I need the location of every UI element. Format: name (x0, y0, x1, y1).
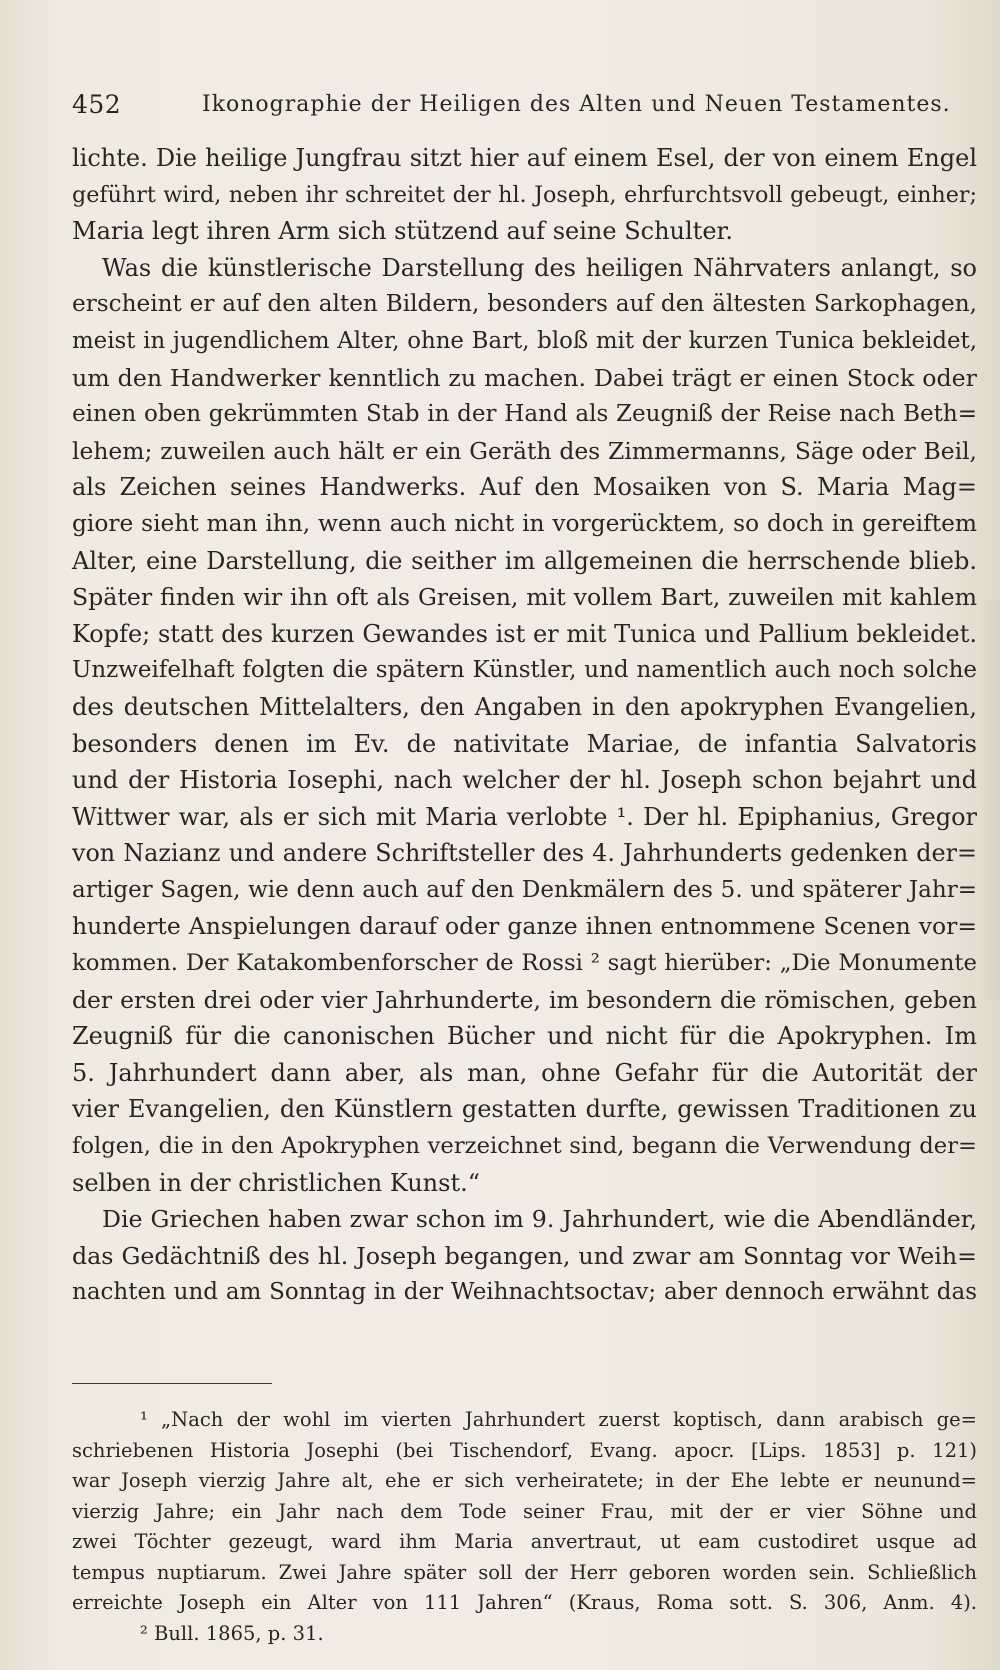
footnote-line: ¹ „Nach der wohl im vierten Jahrhundert zuerst koptisch, dann arabisch ge= (140, 1408, 977, 1431)
body-line: des deutschen Mittelalters, den Angaben in den apokryphen Evangelien, (72, 692, 977, 721)
body-line: hunderte Anspielungen darauf oder ganze ihnen entnommene Scenen vor= (72, 912, 977, 941)
body-line: um den Handwerker kenntlich zu machen. Dabei trägt er einen Stock oder (72, 363, 977, 392)
body-line: Kopfe; statt des kurzen Gewandes ist er mit Tunica und Pallium bekleidet. (72, 619, 977, 648)
body-line: lehem; zuweilen auch hält er ein Geräth des Zimmermanns, Säge oder Beil, (72, 436, 977, 465)
body-line: Wittwer war, als er sich mit Maria verlobte ¹. Der hl. Epiphanius, Gregor (72, 802, 977, 831)
body-line: 5. Jahrhundert dann aber, als man, ohne Gefahr für die Autorität der (72, 1058, 977, 1087)
body-line: der ersten drei oder vier Jahrhunderte, im besondern die römischen, geben (72, 985, 977, 1014)
body-line: Alter, eine Darstellung, die seither im allgemeinen die herrschende blieb. (72, 546, 977, 575)
body-line: giore sieht man ihn, wenn auch nicht in vorgerücktem, so doch in gereiftem (72, 509, 977, 537)
body-line: artiger Sagen, wie denn auch auf den Denkmälern des 5. und späterer Jahr= (72, 876, 977, 903)
body-line: nachten und am Sonntag in der Weihnachtsoctav; aber dennoch erwähnt das (72, 1279, 977, 1306)
body-line: erscheint er auf den alten Bildern, besonders auf den ältesten Sarkophagen, (72, 291, 977, 318)
body-line: selben in der christlichen Kunst.“ (72, 1168, 480, 1197)
footnote-line: tempus nuptiarum. Zwei Jahre später soll der Herr geboren worden sein. Schließlich (72, 1560, 977, 1584)
footnote-line: erreichte Joseph ein Alter von 111 Jahren“ (Kraus, Roma sott. S. 306, Anm. 4). (72, 1591, 977, 1614)
page-number: 452 (72, 90, 122, 119)
body-line: folgen, die in den Apokryphen verzeichnet sind, begann die Verwendung der= (72, 1133, 977, 1160)
body-line: als Zeichen seines Handwerks. Auf den Mosaiken von S. Maria Mag= (72, 473, 977, 502)
body-line: und der Historia Iosephi, nach welcher der hl. Joseph schon bejahrt und (72, 766, 977, 795)
page-edge-shadow (980, 600, 1000, 1000)
footnote-line: war Joseph vierzig Jahre alt, ehe er sich verheiratete; in der Ehe lebte er neunund= (72, 1469, 977, 1492)
body-line: meist in jugendlichem Alter, ohne Bart, bloß mit der kurzen Tunica bekleidet, (72, 327, 977, 354)
body-line: Unzweifelhaft folgten die spätern Künstler, und namentlich auch noch solche (72, 657, 977, 684)
body-text (72, 140, 977, 1311)
body-line: Später finden wir ihn oft als Greisen, mit vollem Bart, zuweilen mit kahlem (72, 583, 977, 612)
body-line: geführt wird, neben ihr schreitet der hl. Joseph, ehrfurchtsvoll gebeugt, einher; (72, 181, 977, 208)
footnote-line: ² Bull. 1865, p. 31. (140, 1621, 324, 1645)
body-line: Die Griechen haben zwar schon im 9. Jahrhundert, wie die Abendländer, (102, 1205, 977, 1234)
footnote-line: vierzig Jahre; ein Jahr nach dem Tode seiner Frau, mit der er vier Söhne und (72, 1499, 977, 1523)
running-title: Ikonographie der Heiligen des Alten und Neuen Testamentes. (202, 92, 951, 117)
footnotes (72, 1405, 977, 1649)
body-line: von Nazianz und andere Schriftsteller des 4. Jahrhunderts gedenken der= (72, 839, 977, 868)
body-line: besonders denen im Ev. de nativitate Mariae, de infantia Salvatoris (72, 729, 977, 758)
body-line: Zeugniß für die canonischen Bücher und nicht für die Apokryphen. Im (72, 1022, 977, 1051)
body-line: das Gedächtniß des hl. Joseph begangen, und zwar am Sonntag vor Weih= (72, 1241, 977, 1270)
body-line: lichte. Die heilige Jungfrau sitzt hier auf einem Esel, der von einem Engel (72, 144, 977, 172)
body-line: Was die künstlerische Darstellung des heiligen Nährvaters anlangt, so (102, 253, 977, 282)
footnote-line: schriebenen Historia Josephi (bei Tischendorf, Evang. apocr. [Lips. 1853] p. 121) (72, 1438, 977, 1462)
footnote-line: zwei Töchter gezeugt, ward ihm Maria anvertraut, ut eam custodiret usque ad (72, 1530, 977, 1553)
footnote-divider (72, 1383, 272, 1384)
body-line: Maria legt ihren Arm sich stützend auf seine Schulter. (72, 217, 733, 246)
body-line: einen oben gekrümmten Stab in der Hand als Zeugniß der Reise nach Beth= (72, 401, 977, 428)
body-line: vier Evangelien, den Künstlern gestatten durfte, gewissen Traditionen zu (72, 1095, 977, 1124)
body-line: kommen. Der Katakombenforscher de Rossi ² sagt hierüber: „Die Monumente (72, 950, 977, 977)
